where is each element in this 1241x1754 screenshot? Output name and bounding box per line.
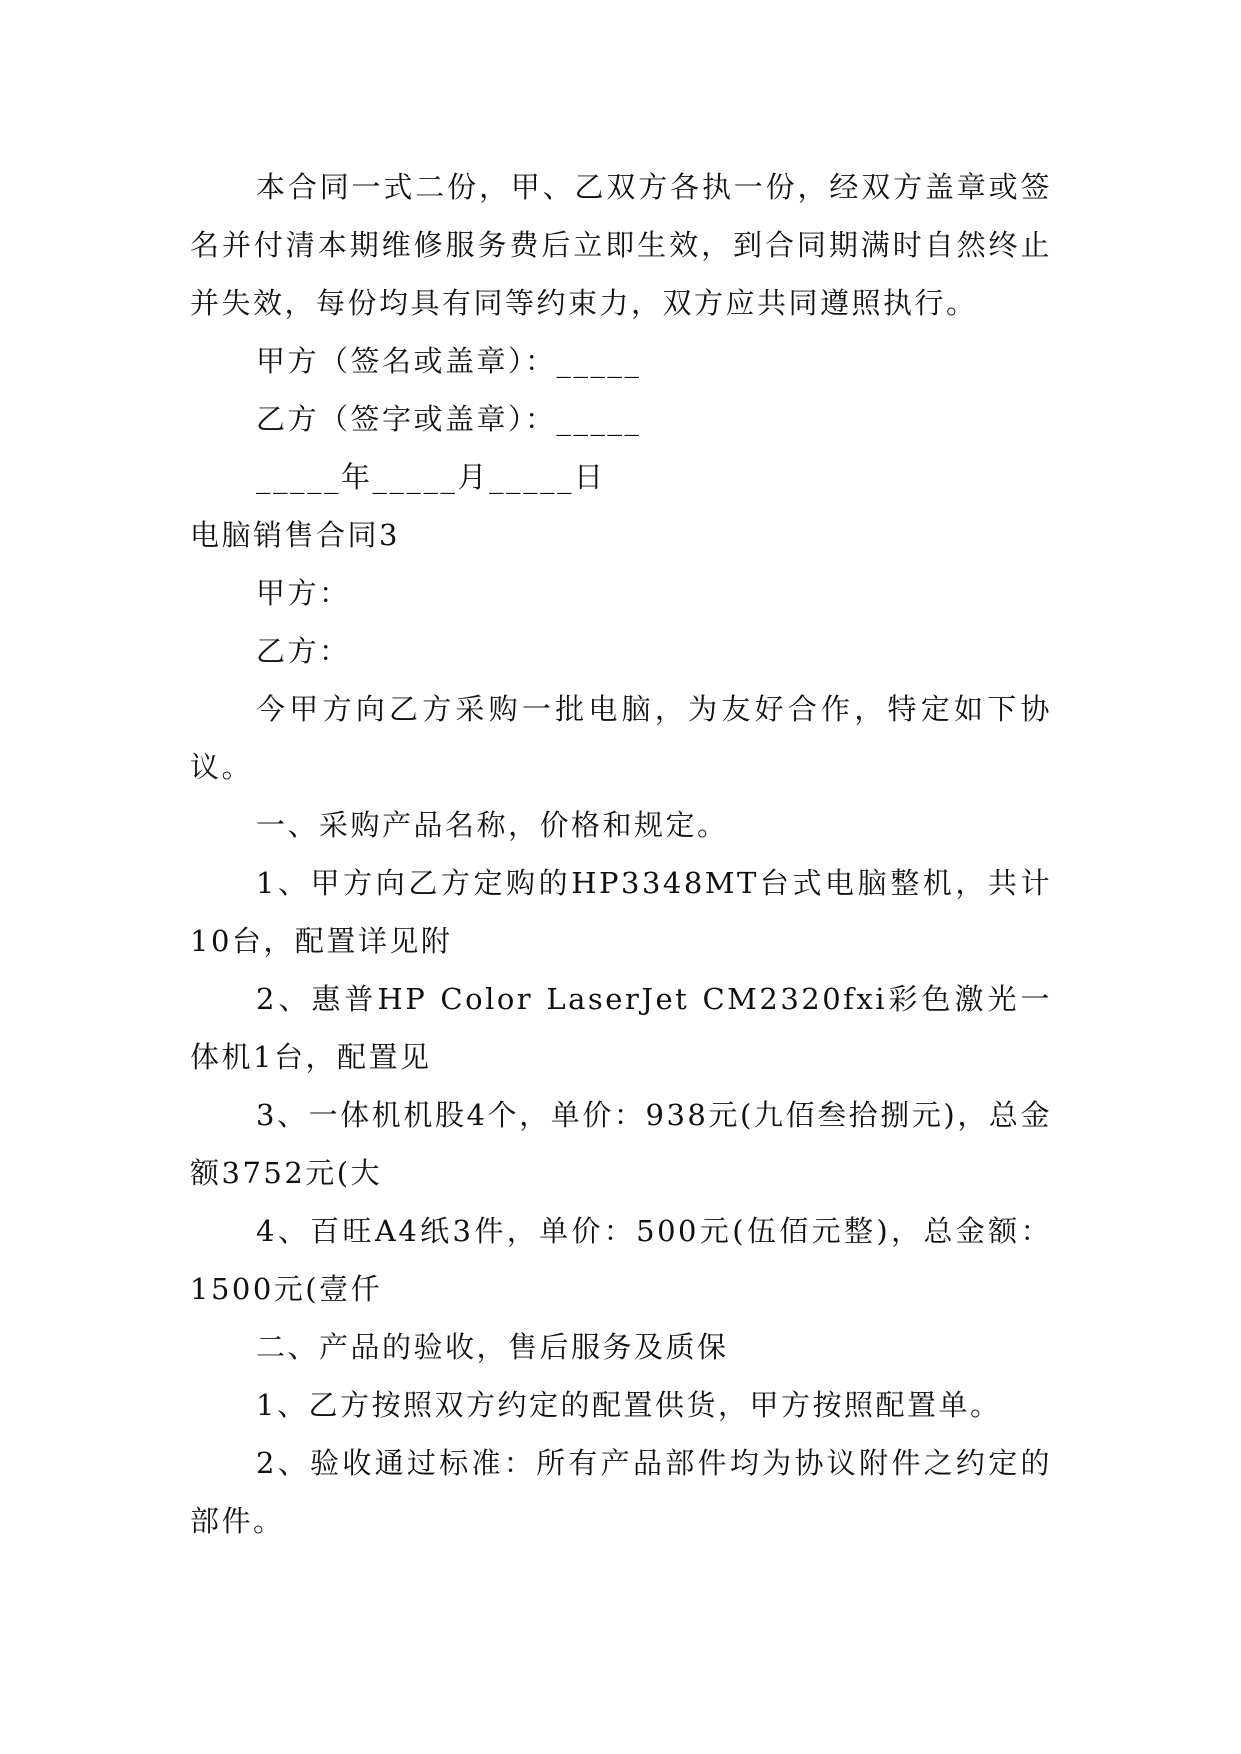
party-a-label: 甲方： [256, 576, 351, 610]
contract-title: 电脑销售合同3 [190, 518, 400, 552]
date-line: _____年_____月_____日 [256, 460, 606, 494]
clause-1-3: 3、一体机机股4个，单价：938元(九佰叁拾捌元)，总金额3752元(大 [190, 1098, 1052, 1190]
clause-1-1: 1、甲方向乙方定购的HP3348MT台式电脑整机，共计10台，配置详见附 [190, 866, 1052, 958]
clause-2-2: 2、验收通过标准：所有产品部件均为协议附件之约定的部件。 [190, 1446, 1052, 1538]
section-heading-2: 二、产品的验收，售后服务及质保 [256, 1330, 729, 1364]
document-page [190, 158, 1052, 1550]
paragraph-contract-effect: 本合同一式二份，甲、乙双方各执一份，经双方盖章或签名并付清本期维修服务费后立即生效，到合同期满时自然终止并失效，每份均具有同等约束力，双方应共同遵照执行。 [190, 170, 1052, 320]
party-a-signature-line: 甲方（签名或盖章）：_____ [256, 344, 642, 378]
paragraph-intro: 今甲方向乙方采购一批电脑，为友好合作，特定如下协议。 [190, 692, 1052, 784]
clause-2-1: 1、乙方按照双方约定的配置供货，甲方按照配置单。 [256, 1388, 1002, 1422]
clause-1-2: 2、惠普HP Color LaserJet CM2320fxi彩色激光一体机1台，配置见 [190, 982, 1052, 1074]
section-heading-1: 一、采购产品名称，价格和规定。 [256, 808, 729, 842]
party-b-label: 乙方： [256, 634, 351, 668]
party-b-signature-line: 乙方（签字或盖章）：_____ [256, 402, 642, 436]
clause-1-4: 4、百旺A4纸3件，单价：500元(伍佰元整)，总金额：1500元(壹仟 [190, 1214, 1052, 1306]
